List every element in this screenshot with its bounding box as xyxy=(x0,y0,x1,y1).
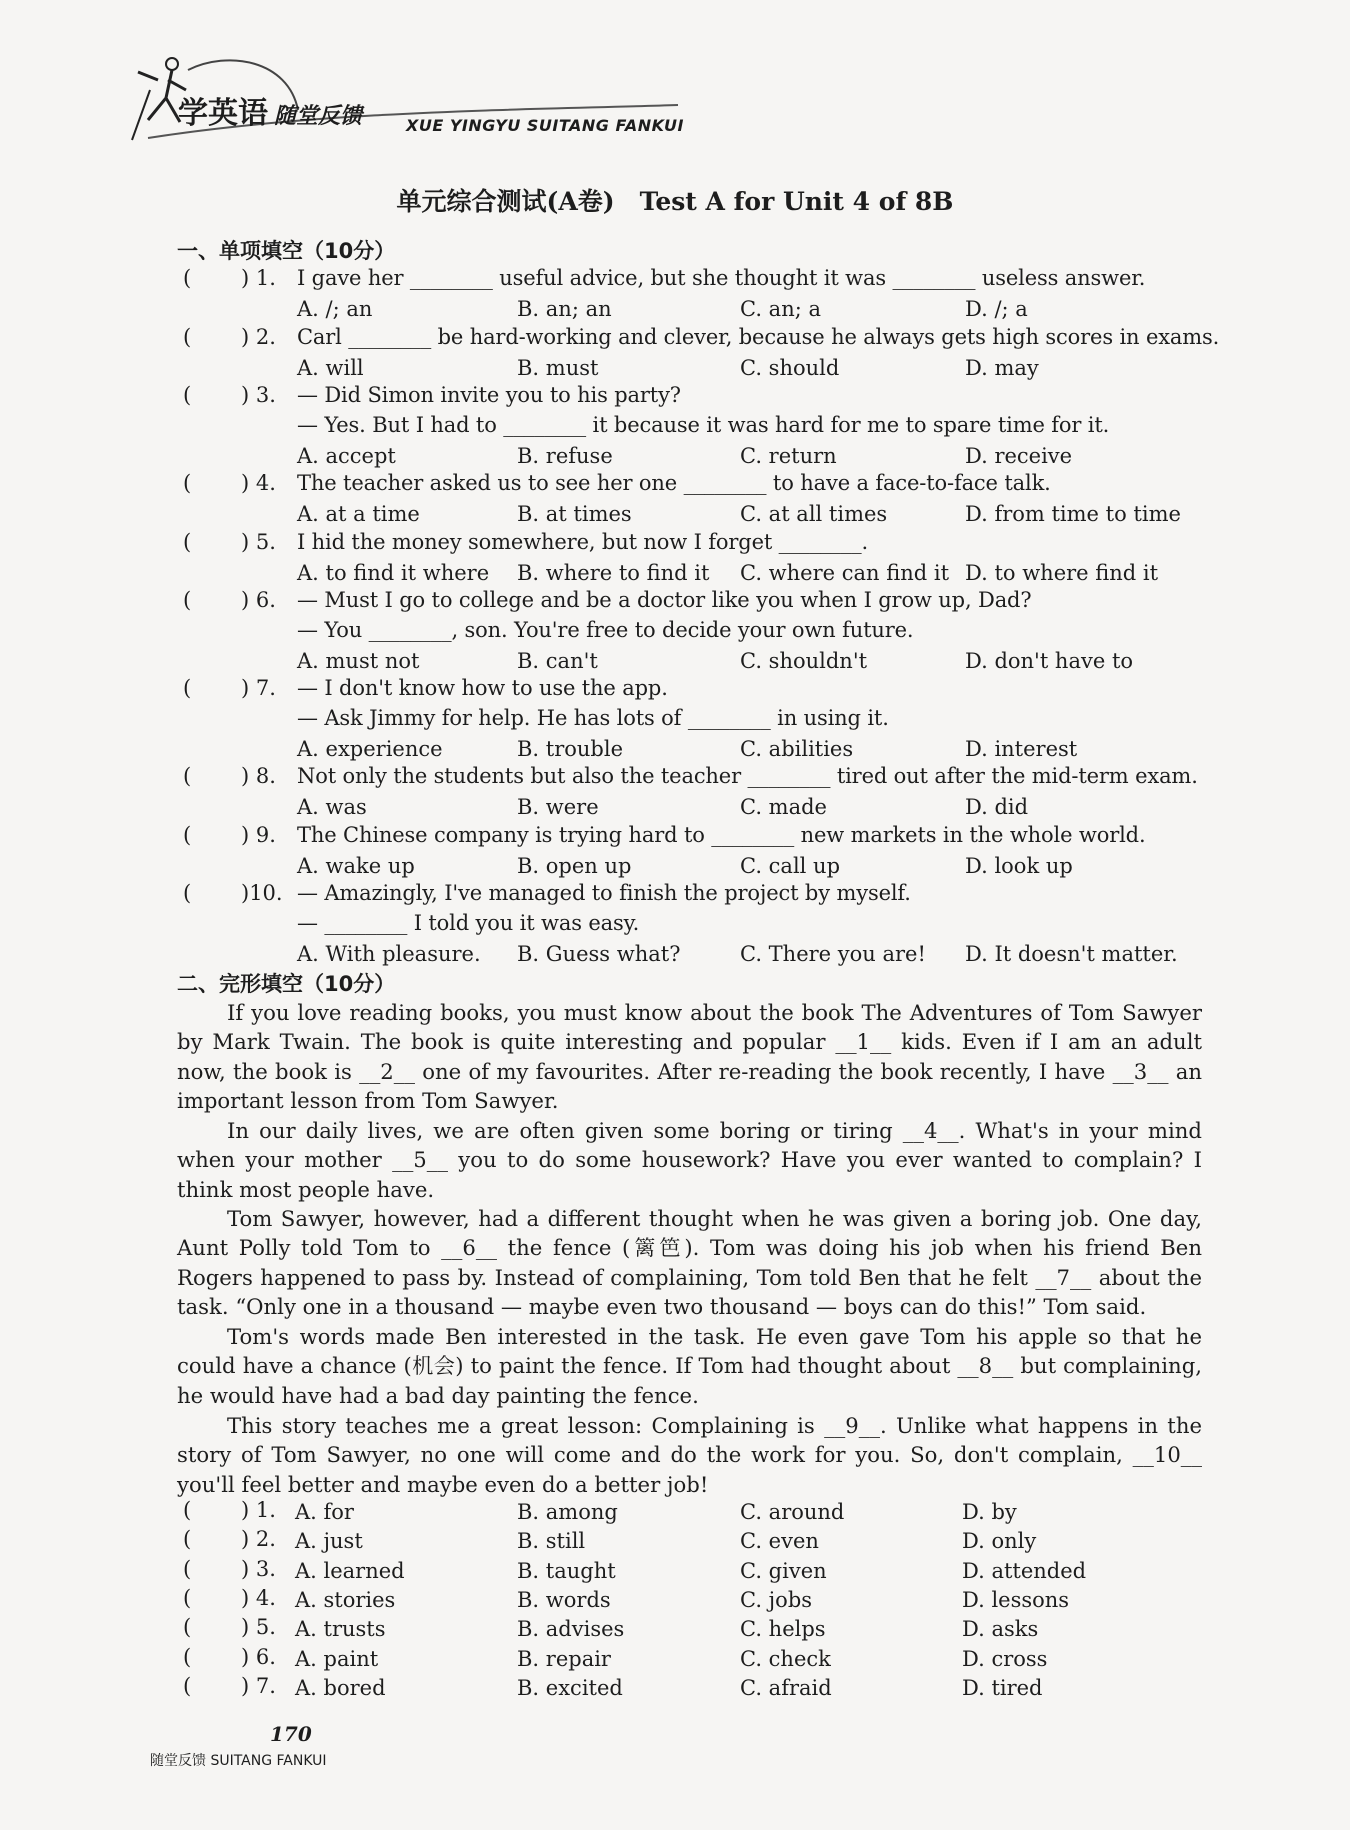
option: C. where can find it xyxy=(740,561,950,585)
answer-paren: ( xyxy=(183,881,192,906)
question-number: ) 6. xyxy=(241,1644,276,1669)
question-text: — Yes. But I had to ________ it because it was hard for me to spare time for it. xyxy=(297,412,1110,437)
question-text: — Must I go to college and be a doctor like you when I grow up, Dad? xyxy=(297,588,1032,613)
option: A. just xyxy=(295,1529,363,1554)
question-number: ) 8. xyxy=(241,764,276,789)
option: C. given xyxy=(740,1558,827,1583)
option: B. advises xyxy=(517,1617,625,1642)
option: B. must xyxy=(517,355,599,380)
answer-paren: ( xyxy=(183,1615,192,1640)
page-number: 170 xyxy=(270,1722,312,1746)
option: C. around xyxy=(740,1500,845,1524)
option: A. learned xyxy=(295,1558,405,1583)
option: B. open up xyxy=(517,854,632,878)
option: C. an; a xyxy=(740,297,821,322)
question-number: ) 4. xyxy=(241,471,276,496)
question-number: ) 3. xyxy=(241,383,276,408)
option: A. wake up xyxy=(297,854,415,878)
option: D. lessons xyxy=(962,1587,1070,1612)
answer-paren: ( xyxy=(183,1644,192,1669)
option: D. did xyxy=(965,795,1029,820)
question-number: )10. xyxy=(241,881,283,906)
answer-paren: ( xyxy=(183,1527,192,1552)
question-number: ) 7. xyxy=(241,1673,276,1698)
answer-paren: ( xyxy=(183,1673,192,1698)
option: D. by xyxy=(962,1500,1017,1524)
option: C. made xyxy=(740,795,827,820)
question-text: — You ________, son. You're free to decide your own future. xyxy=(297,617,914,642)
option: D. don't have to xyxy=(965,648,1134,673)
question-text: — Ask Jimmy for help. He has lots of ________ in using it. xyxy=(297,705,889,730)
option: A. /; an xyxy=(297,297,373,322)
option: A. will xyxy=(297,355,364,380)
option: B. can't xyxy=(517,648,598,673)
option: A. accept xyxy=(297,443,396,468)
option: B. where to find it xyxy=(517,561,710,585)
option: B. taught xyxy=(517,1558,616,1583)
cloze-paragraph: In our daily lives, we are often given some boring or tiring __4__. What's in your mind when your mother __5__ you to do some housework? Have you ever wanted to complain? I think most people have. xyxy=(177,1118,1202,1202)
question-text: — Amazingly, I've managed to finish the project by myself. xyxy=(297,881,911,906)
answer-paren: ( xyxy=(183,471,192,496)
option: D. /; a xyxy=(965,297,1028,322)
brand-pinyin: XUE YINGYU SUITANG FANKUI xyxy=(406,116,684,135)
option: C. return xyxy=(740,443,837,468)
option: B. repair xyxy=(517,1646,611,1671)
option: A. to find it where xyxy=(297,561,490,585)
question-text: Carl ________ be hard-working and clever, because he always gets high scores in exams. xyxy=(297,324,1220,349)
option: A. for xyxy=(295,1500,354,1524)
option: B. excited xyxy=(517,1675,623,1700)
option: C. jobs xyxy=(740,1587,813,1612)
question-text: The teacher asked us to see her one ________ to have a face-to-face talk. xyxy=(297,471,1051,496)
option: B. Guess what? xyxy=(517,941,681,966)
question-number: ) 6. xyxy=(241,588,276,613)
question-text: — I don't know how to use the app. xyxy=(297,676,668,701)
option: D. receive xyxy=(965,443,1073,468)
brand-header xyxy=(128,50,688,150)
option: D. to where find it xyxy=(965,561,1159,585)
footer-brand: 随堂反馈 SUITANG FANKUI xyxy=(150,1753,327,1769)
option: D. from time to time xyxy=(965,502,1181,527)
option: D. may xyxy=(965,355,1039,380)
option: C. check xyxy=(740,1646,831,1671)
option: B. still xyxy=(517,1529,586,1554)
option: D. attended xyxy=(962,1558,1087,1583)
question-number: ) 3. xyxy=(241,1556,276,1581)
option: B. were xyxy=(517,795,599,820)
option: B. among xyxy=(517,1500,618,1524)
question-number: ) 2. xyxy=(241,324,276,349)
test-title: 单元综合测试(A卷) Test A for Unit 4 of 8B xyxy=(396,187,954,216)
option: B. refuse xyxy=(517,443,613,468)
question-text: I hid the money somewhere, but now I forget ________. xyxy=(297,529,868,554)
option: D. only xyxy=(962,1529,1037,1554)
cloze-paragraph: Tom's words made Ben interested in the task. He even gave Tom his apple so that he could have a chance (机会) to paint the fence. If Tom had thought about __8__ but complaining, he would have had a bad day painting the fence. xyxy=(177,1324,1202,1408)
answer-paren: ( xyxy=(183,1498,192,1522)
question-number: ) 1. xyxy=(241,266,276,290)
answer-paren: ( xyxy=(183,822,192,847)
question-number: ) 9. xyxy=(241,822,276,847)
option: B. trouble xyxy=(517,736,624,761)
option: A. experience xyxy=(297,736,443,761)
question-text: Not only the students but also the teacher ________ tired out after the mid-term exam. xyxy=(297,764,1198,789)
brand-title: 学英语 随堂反馈 xyxy=(178,96,363,131)
cloze-paragraph: Tom Sawyer, however, had a different thought when he was given a boring job. One day, Aunt Polly told Tom to __6__ the fence (篱笆). Tom was doing his job when his friend Ben Rogers happened to pass by. Instead of complaining, Tom told Ben that he felt __7__ about the task. “Only one in a thousand — maybe even two thousand — boys can do this!” Tom said. xyxy=(177,1206,1202,1320)
question-number: ) 5. xyxy=(241,529,276,554)
option: C. call up xyxy=(740,854,841,878)
option: D. tired xyxy=(962,1675,1043,1700)
option: A. must not xyxy=(297,648,420,673)
option: A. bored xyxy=(295,1675,386,1700)
option: C. shouldn't xyxy=(740,648,868,673)
option: C. abilities xyxy=(740,736,854,761)
option: A. trusts xyxy=(295,1617,386,1642)
option: D. It doesn't matter. xyxy=(965,941,1178,966)
question-number: ) 1. xyxy=(241,1498,276,1522)
section2-heading: 二、完形填空（10分） xyxy=(177,972,396,996)
answer-paren: ( xyxy=(183,588,192,613)
option: D. look up xyxy=(965,854,1073,878)
question-number: ) 5. xyxy=(241,1615,276,1640)
option: C. There you are! xyxy=(740,941,926,966)
section1-heading: 一、单项填空（10分） xyxy=(177,239,396,263)
option: D. cross xyxy=(962,1646,1048,1671)
answer-paren: ( xyxy=(183,676,192,701)
option: B. an; an xyxy=(517,297,612,322)
question-text: — ________ I told you it was easy. xyxy=(297,910,640,935)
question-text: The Chinese company is trying hard to ________ new markets in the whole world. xyxy=(297,822,1146,847)
option: A. was xyxy=(297,795,367,820)
answer-paren: ( xyxy=(183,266,192,290)
option: C. at all times xyxy=(740,502,888,527)
answer-paren: ( xyxy=(183,764,192,789)
option: C. even xyxy=(740,1529,819,1554)
question-number: ) 4. xyxy=(241,1585,276,1610)
option: D. interest xyxy=(965,736,1078,761)
question-text: I gave her ________ useful advice, but she thought it was ________ useless answer. xyxy=(297,266,1146,290)
option: A. With pleasure. xyxy=(297,941,481,966)
answer-paren: ( xyxy=(183,1556,192,1581)
answer-paren: ( xyxy=(183,1585,192,1610)
option: B. words xyxy=(517,1587,611,1612)
option: C. afraid xyxy=(740,1675,832,1700)
cloze-paragraph: This story teaches me a great lesson: Complaining is __9__. Unlike what happens in the story of Tom Sawyer, no one will come and do the work for you. So, don't complain, __10__ you'll feel better and maybe even do a better job! xyxy=(177,1413,1202,1497)
question-text: — Did Simon invite you to his party? xyxy=(297,383,681,408)
answer-paren: ( xyxy=(183,383,192,408)
option: C. helps xyxy=(740,1617,826,1642)
option: A. paint xyxy=(295,1646,379,1671)
question-number: ) 2. xyxy=(241,1527,276,1552)
option: D. asks xyxy=(962,1617,1039,1642)
option: C. should xyxy=(740,355,840,380)
cloze-paragraph: If you love reading books, you must know about the book The Adventures of Tom Sawyer by Mark Twain. The book is quite interesting and popular __1__ kids. Even if I am an adult now, the book is __2__ one of my favourites. After re-reading the book recently, I have __3__ an important lesson from Tom Sawyer. xyxy=(177,1000,1202,1114)
option: B. at times xyxy=(517,502,632,527)
option: A. stories xyxy=(295,1587,396,1612)
answer-paren: ( xyxy=(183,529,192,554)
question-number: ) 7. xyxy=(241,676,276,701)
answer-paren: ( xyxy=(183,324,192,349)
option: A. at a time xyxy=(297,502,420,527)
